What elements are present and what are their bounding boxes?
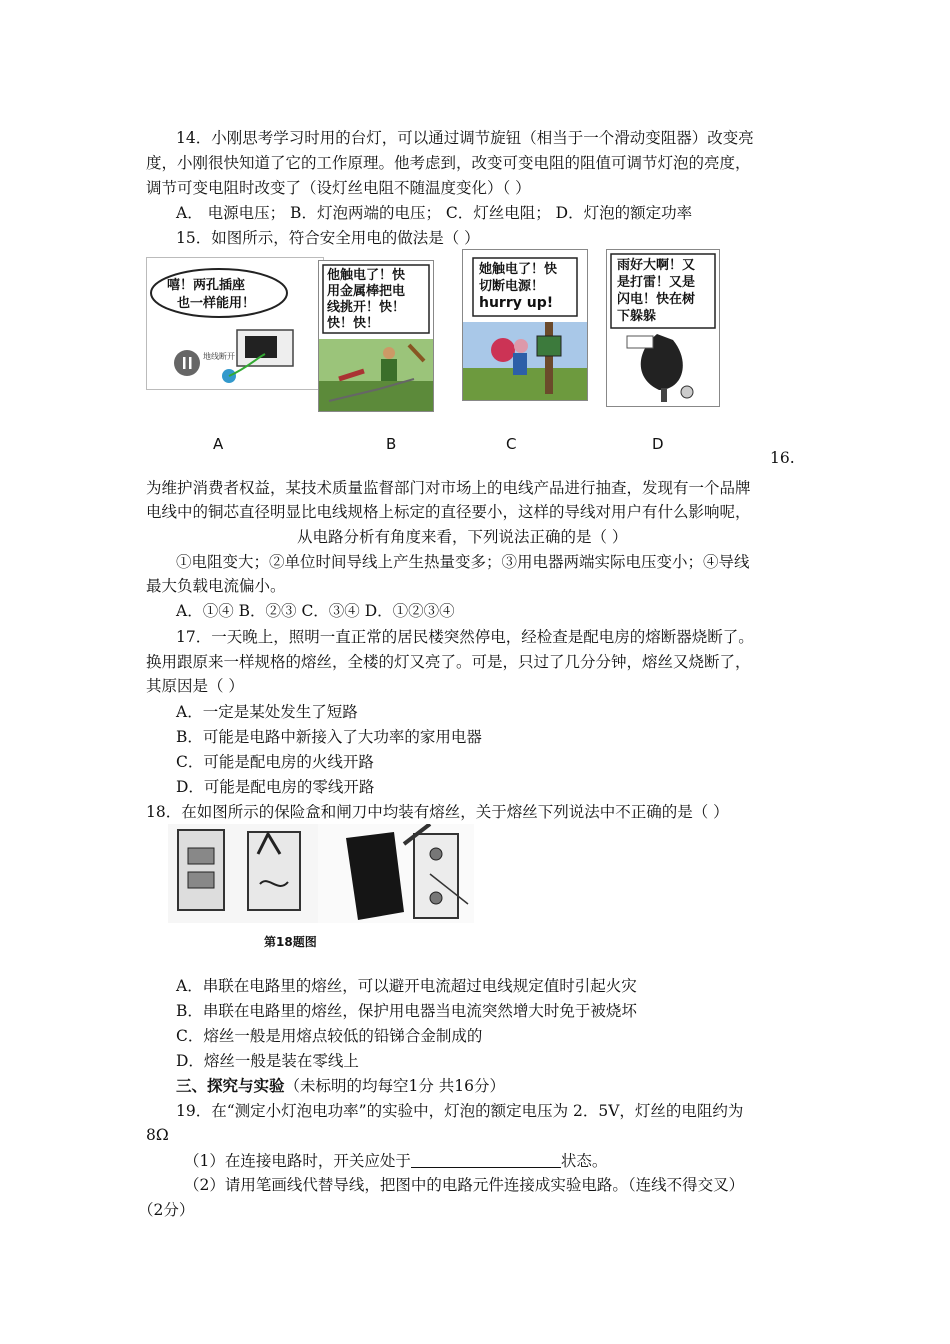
label-b: B <box>386 435 397 453</box>
q17-option-a: A．一定是某处发生了短路 <box>176 703 358 721</box>
q17-line2: 换用跟原来一样规格的熔丝，全楼的灯又亮了。可是，只过了几分分钟，熔丝又烧断了， <box>146 653 751 671</box>
figure-d-text4: 下躲躲 <box>617 309 657 324</box>
q14-line1: 14．小刚思考学习时用的台灯，可以通过调节旋钮（相当于一个滑动变阻器）改变亮 <box>176 129 754 147</box>
figure-c-text1: 她触电了！快 <box>479 262 558 277</box>
q19-part2: （2）请用笔画线代替导线，把图中的电路元件连接成实验电路。（连线不得交叉） <box>184 1176 745 1194</box>
figure-a-text1: 嘻！两孔插座 <box>167 278 246 293</box>
figure-d-text3: 闪电！快在树 <box>617 292 696 307</box>
q16-number: 16. <box>770 449 795 467</box>
q18-option-b: B．串联在电路里的熔丝，保护用电器当电流突然增大时免于被烧坏 <box>176 1002 637 1020</box>
figure-d-text1: 雨好大啊！又 <box>617 258 696 273</box>
figure-18-drawing <box>168 824 474 923</box>
q19-line1: 19．在“测定小灯泡电功率”的实验中，灯泡的额定电压为 2．5V，灯丝的电阻约为 <box>176 1102 744 1120</box>
q16-line4: ①电阻变大；②单位时间导线上产生热量变多；③用电器两端实际电压变小；④导线 <box>176 553 750 571</box>
q14-options: A． 电源电压； B．灯泡两端的电压； C．灯丝电阻； D．灯泡的额定功率 <box>176 204 693 222</box>
figure-c-text2: 切断电源！ <box>479 279 545 294</box>
q14-line3: 调节可变电阻时改变了（设灯丝电阻不随温度变化）（ ） <box>146 179 531 197</box>
figure-a-tag: 地线断开 <box>203 352 235 361</box>
q16-options: A．①④ B．②③ C．③④ D．①②③④ <box>176 602 455 620</box>
section3-note: （未标明的均每空1分 共16分） <box>284 1077 506 1095</box>
figure-d-text2: 是打雷！又是 <box>617 275 696 290</box>
q17-option-d: D．可能是配电房的零线开路 <box>176 778 375 796</box>
q16-line2: 电线中的铜芯直径明显比电线规格上标定的直径要小，这样的导线对用户有什么影响呢， <box>146 503 751 521</box>
label-a: A <box>213 435 224 453</box>
figure-b <box>318 260 434 412</box>
figure-18 <box>168 824 474 923</box>
figure-18-caption: 第18题图 <box>264 935 317 949</box>
q18-option-c: C．熔丝一般是用熔点较低的铅锑合金制成的 <box>176 1027 483 1045</box>
figure-a-text2: 也一样能用！ <box>177 296 256 311</box>
figure-b-text4: 快！快！ <box>327 316 380 331</box>
figure-b-text1: 他触电了！快 <box>327 268 406 283</box>
figure-b-text3: 线挑开！快！ <box>327 300 406 315</box>
q16-line1: 为维护消费者权益，某技术质量监督部门对市场上的电线产品进行抽查，发现有一个品牌 <box>146 479 751 497</box>
label-c: C <box>506 435 517 453</box>
figure-a <box>146 257 324 390</box>
figure-d <box>606 249 720 407</box>
q19-part2-score: （2分） <box>138 1201 195 1219</box>
figure-c <box>462 249 588 401</box>
q19-line2: 8Ω <box>146 1126 169 1144</box>
q14-line2: 度，小刚很快知道了它的工作原理。他考虑到，改变可变电阻的阻值可调节灯泡的亮度， <box>146 154 751 172</box>
q16-line3: 从电路分析有角度来看，下列说法正确的是（ ） <box>297 528 628 546</box>
section3-heading <box>176 1075 505 1097</box>
figure-c-text3: hurry up! <box>479 295 554 311</box>
q17-line1: 17．一天晚上，照明一直正常的居民楼突然停电，经检查是配电房的熔断器烧断了。 <box>176 628 754 646</box>
switch-state-blank[interactable] <box>411 1151 561 1168</box>
q16-line5: 最大负载电流偏小。 <box>146 577 286 595</box>
figure-b-text2: 用金属棒把电 <box>327 284 406 299</box>
q19-part1-text: （1）在连接电路时，开关应处于 <box>184 1152 411 1170</box>
q17-line3: 其原因是（ ） <box>146 677 244 695</box>
q19-part1 <box>184 1150 607 1172</box>
q17-option-c: C．可能是配电房的火线开路 <box>176 753 374 771</box>
q18-option-a: A．串联在电路里的熔丝，可以避开电流超过电线规定值时引起火灾 <box>176 977 637 995</box>
q19-part1-suffix: 状态。 <box>560 1152 608 1170</box>
q18-stem: 18．在如图所示的保险盒和闸刀中均装有熔丝，关于熔丝下列说法中不正确的是（ ） <box>146 803 729 821</box>
section3-title: 三、探究与实验 <box>176 1076 285 1095</box>
q15-stem: 15．如图所示，符合安全用电的做法是（ ） <box>176 229 480 247</box>
q17-option-b: B．可能是电路中新接入了大功率的家用电器 <box>176 728 482 746</box>
q18-option-d: D．熔丝一般是装在零线上 <box>176 1052 359 1070</box>
label-d: D <box>652 435 664 453</box>
